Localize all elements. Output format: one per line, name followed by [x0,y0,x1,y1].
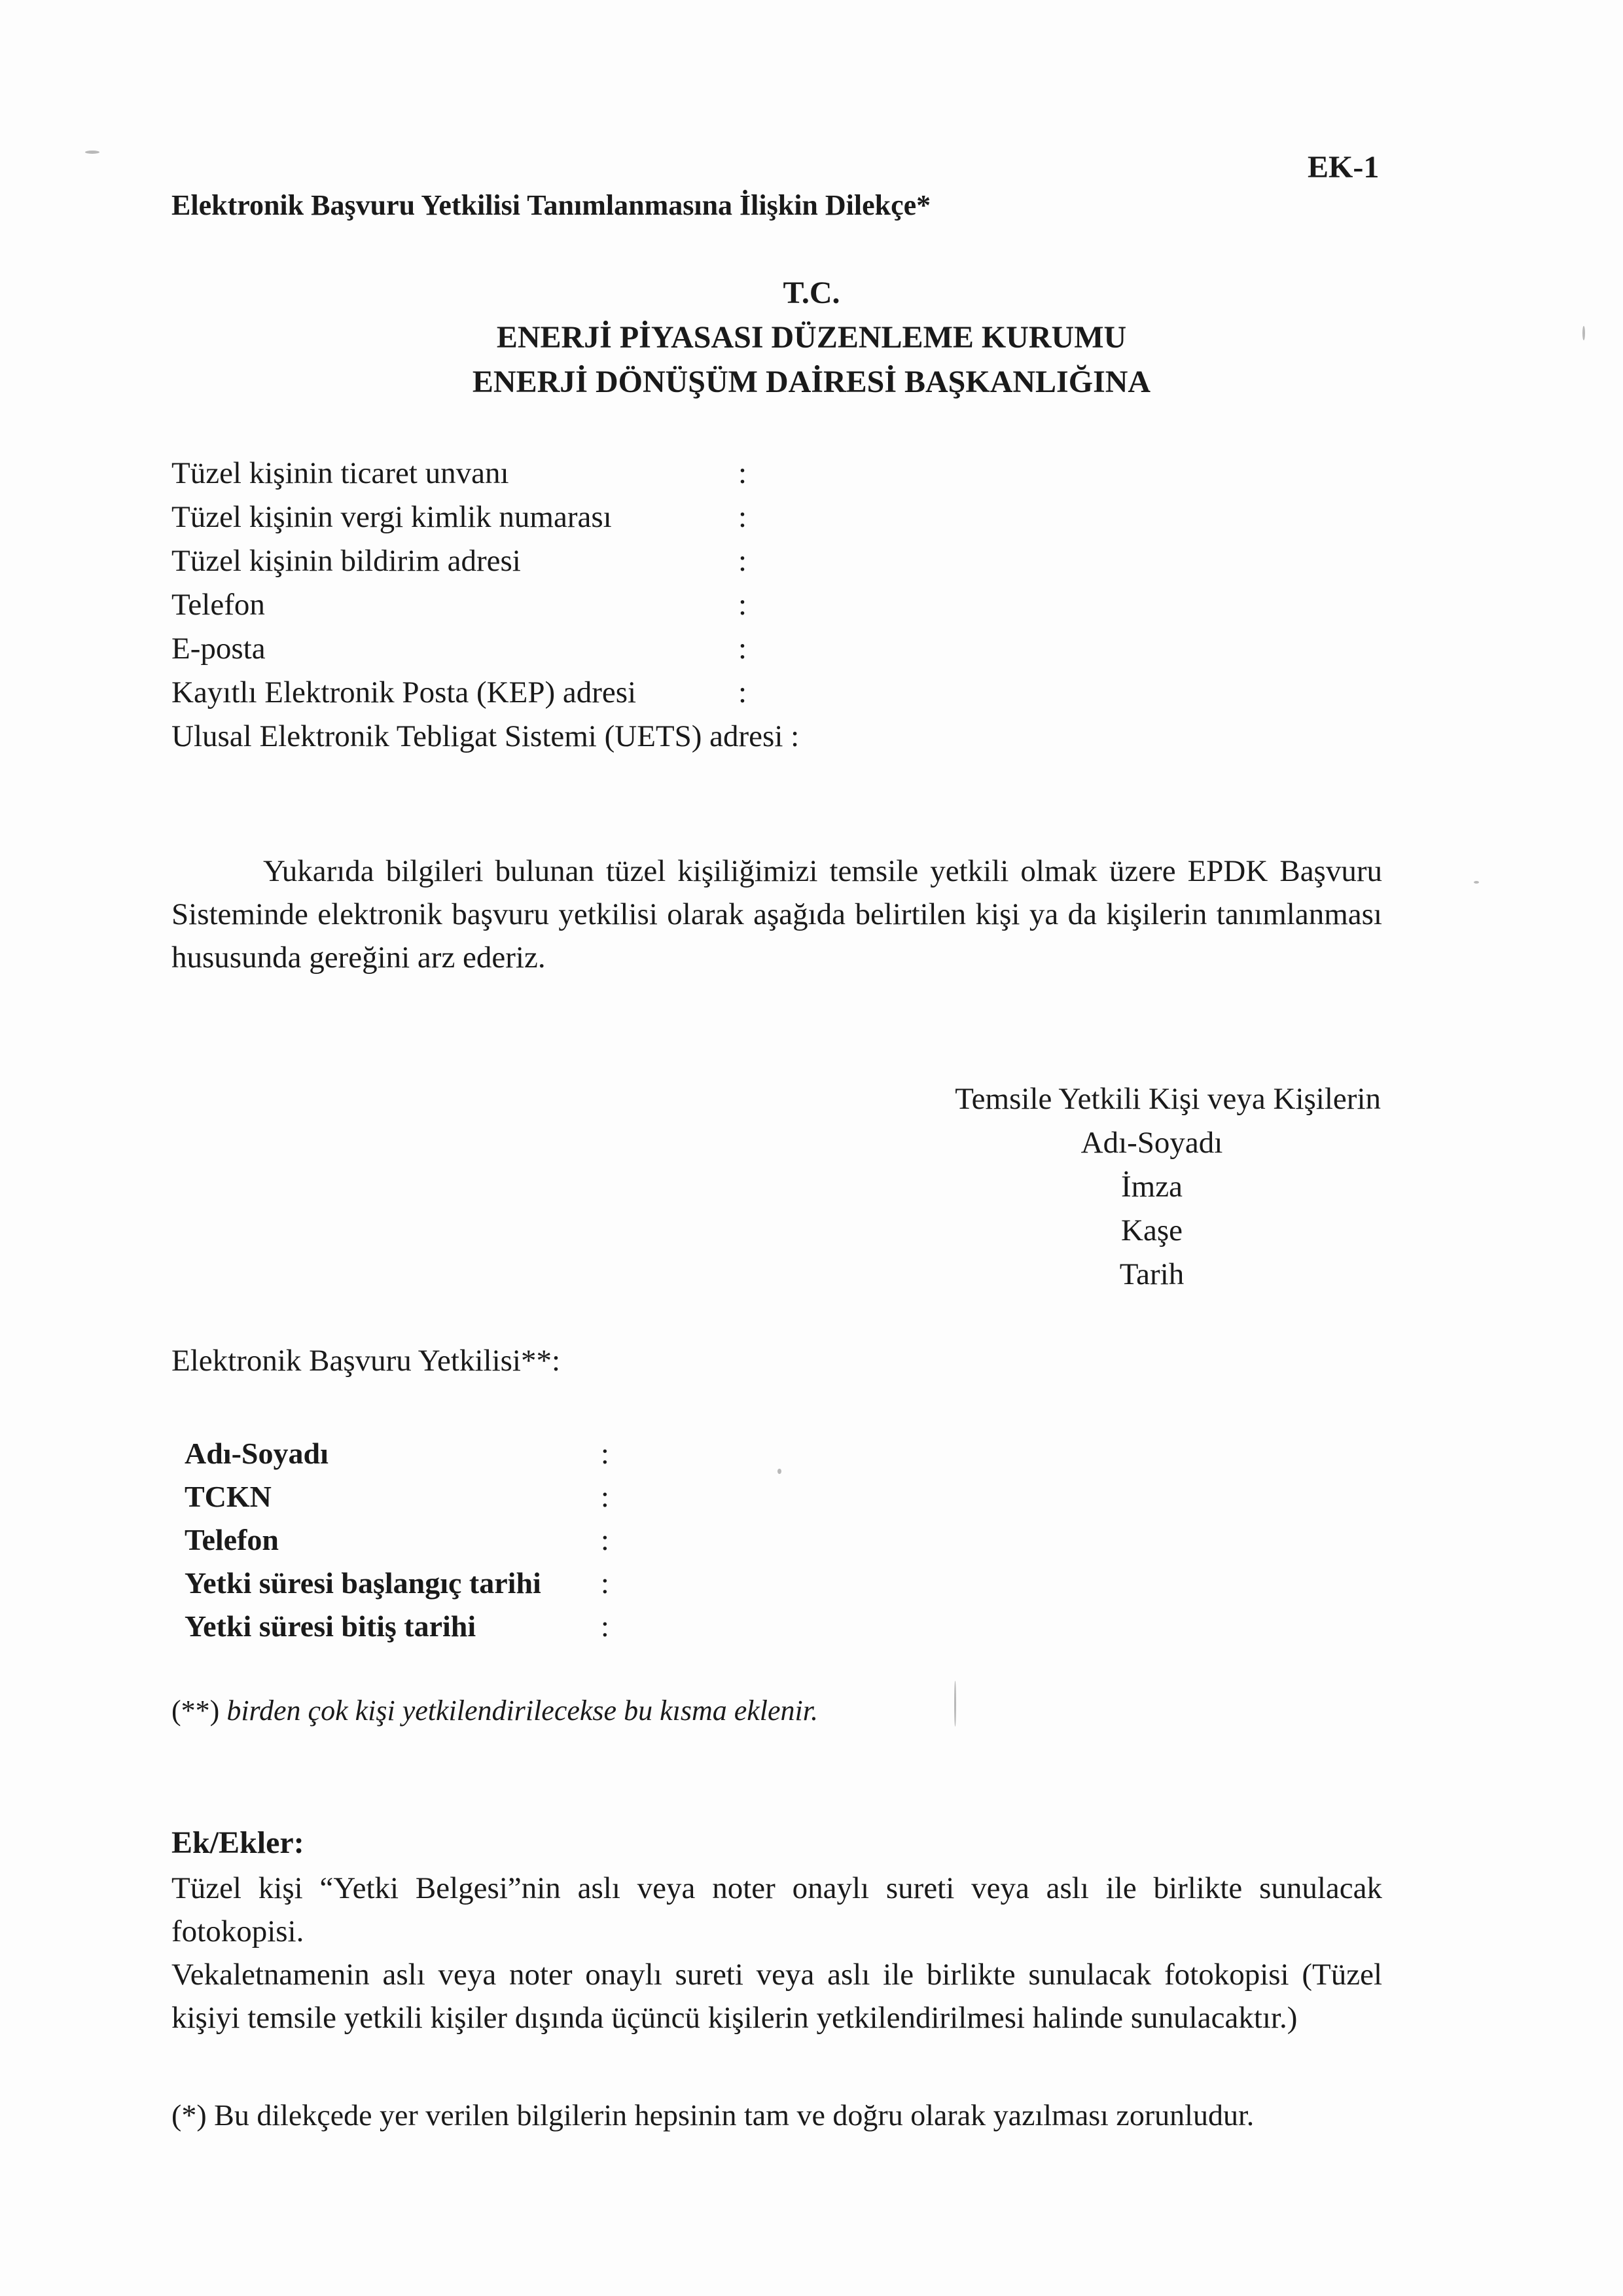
footnote-mark: (*) [171,2098,207,2132]
field-row-phone [171,583,799,627]
field-separator: : [601,1566,609,1600]
scan-speck [954,1681,956,1727]
auth-row-end-date [185,1605,609,1648]
field-separator: : [601,1609,609,1643]
signature-line-signature: İmza [1121,1170,1183,1204]
field-label: Tüzel kişinin ticaret unvanı [171,456,509,490]
signature-line-1: Temsile Yetkili Kişi veya Kişilerin [955,1082,1381,1116]
signature-block [923,1077,1381,1297]
field-separator: : [601,1523,609,1556]
field-separator: : [738,675,747,709]
footnote [171,2098,1254,2132]
field-separator: : [738,544,747,578]
field-row-email [171,627,799,671]
company-fields [171,452,799,759]
field-label: Tüzel kişinin vergi kimlik numarası [171,500,612,534]
petition-subject: Elektronik Başvuru Yetkilisi Tanımlanmasına İlişkin Dilekçe* [171,189,931,221]
field-label: Telefon [171,588,265,622]
auth-row-tckn [185,1475,609,1518]
auth-row-start-date [185,1562,609,1605]
note-mark: (**) [171,1695,220,1727]
footnote-text: Bu dilekçede yer verilen bilgilerin hepsinin tam ve doğru olarak yazılması zorunludur. [214,2098,1255,2132]
addressee-line-2: ENERJİ PİYASASI DÜZENLEME KURUMU [496,320,1127,355]
attachment-item-1: Tüzel kişi “Yetki Belgesi”nin aslı veya noter onaylı sureti veya aslı ile birlikte sunulacak fotokopisi. [171,1871,1382,1948]
scan-speck [85,151,99,154]
signature-line-stamp: Kaşe [1121,1213,1183,1247]
field-row-trade-name [171,452,799,495]
annex-label: EK-1 [1308,150,1380,185]
authorized-person-title: Elektronik Başvuru Yetkilisi**: [171,1344,561,1378]
field-separator: : [601,1480,609,1513]
multiple-persons-note [171,1694,818,1727]
attachment-item-2: Vekaletnamenin aslı veya noter onaylı sureti veya aslı ile birlikte sunulacak fotokopisi (Tüzel kişiyi temsile yetkili kişiler dışında üçüncü kişilerin yetkilendirilmesi halinde sunulacaktır.) [171,1958,1382,2035]
field-label: Ulusal Elektronik Tebligat Sistemi (UETS) adresi [171,719,783,753]
auth-row-name [185,1432,609,1475]
field-label: E-posta [171,632,266,666]
field-label: Yetki süresi başlangıç tarihi [185,1566,541,1600]
field-label: TCKN [185,1480,272,1513]
addressee-line-1: T.C. [783,276,840,310]
scan-speck [1474,881,1479,884]
attachments-title: Ek/Ekler: [171,1825,304,1860]
field-separator: : [738,588,747,622]
note-text: birden çok kişi yetkilendirilecekse bu kısma eklenir. [226,1695,819,1727]
field-row-tax-id [171,495,799,539]
field-separator: : [601,1437,609,1470]
field-separator: : [738,500,747,534]
signature-line-name: Adı-Soyadı [1080,1126,1223,1160]
scan-speck [1582,326,1585,340]
field-row-notification-address [171,539,799,583]
request-paragraph: Yukarıda bilgileri bulunan tüzel kişiliğimizi temsile yetkili olmak üzere EPDK Başvuru Sisteminde elektronik başvuru yetkilisi olarak aşağıda belirtilen kişi ya da kişilerin tanımlanması hususunda gereğini arz ederiz. [171,854,1382,975]
field-label: Telefon [185,1523,279,1556]
field-separator: : [738,632,747,666]
authorized-person-fields [185,1432,609,1648]
attachments-list [171,1867,1382,2039]
field-row-uets [171,715,799,759]
field-label: Kayıtlı Elektronik Posta (KEP) adresi [171,675,637,709]
field-label: Adı-Soyadı [185,1437,329,1470]
addressee-line-3: ENERJİ DÖNÜŞÜM DAİRESİ BAŞKANLIĞINA [472,365,1151,399]
field-label: Tüzel kişinin bildirim adresi [171,544,521,578]
auth-row-phone [185,1518,609,1562]
scan-speck [777,1469,781,1474]
field-separator: : [791,719,800,753]
field-separator: : [738,456,747,490]
field-row-kep [171,671,799,715]
field-label: Yetki süresi bitiş tarihi [185,1609,476,1643]
signature-line-date: Tarih [1119,1257,1185,1291]
